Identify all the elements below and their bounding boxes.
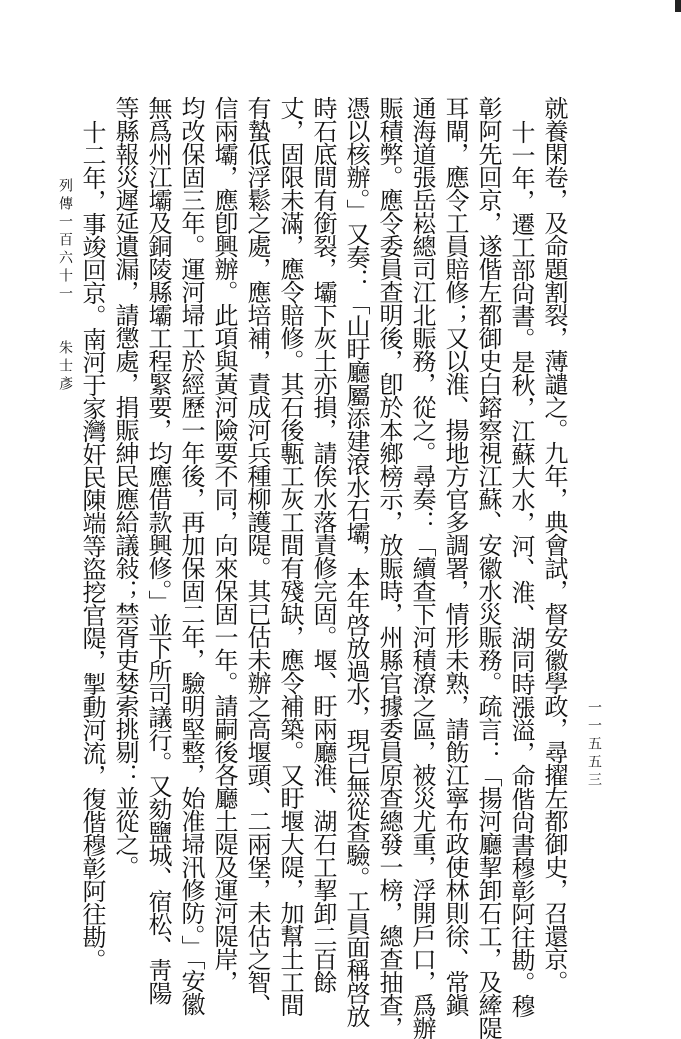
text-column: 時石底間有銜裂，壩下灰土亦損，請俟水落責修完固。堰、盱兩廳淮、湖石工挈卸二百餘: [309, 96, 337, 993]
biography-name: 朱士彥: [57, 340, 73, 394]
text-column: 信兩壩，應卽興辦。此項與黃河險要不同，向來保固一年。請嗣後各廳土隄及運河隄岸，: [210, 96, 238, 993]
page-number: 一一五五三: [586, 700, 602, 790]
text-column: 憑以核辦。」又奏：「山盱廳屬添建滾水石壩，本年啓放過水，現已無從查驗。工員面稱啓放: [342, 96, 370, 1027]
text-column: 就養閑卷，及命題割裂，薄譴之。九年，典會試，督安徽學政，尋擢左都御史，召還京。: [540, 96, 568, 993]
text-column: 丈，固限未滿，應令賠修。其石後甎工灰工間有殘缺，應令補築。又盱堰大隄，加幫土工間: [276, 96, 304, 1016]
text-column: 均改保固三年。運河埽工於經歷一年後，再加保固二年，驗明堅整，始准埽汛修防。」「安徽: [177, 96, 205, 1015]
text-column: 無爲州江壩及銅陵縣壩工程緊要，均應借款興修。」並下所司議行。又劾鹽城、宿松、靑陽: [144, 96, 172, 1004]
text-column: 十一年，遷工部尙書。是秋，江蘇大水，河、淮、湖同時漲溢，命偕尙書穆彰阿往勘。穆: [507, 120, 535, 1017]
text-column: 通海道張岳崧總司江北賑務，從之。尋奏：「續查下河積潦之區，被災尤重，浮開戶口，爲辦: [408, 96, 436, 1039]
text-column: 賑積弊。應令委員查明後，卽於本鄉榜示，放賑時，州縣官據委員原查總發一榜，總查抽查，: [375, 96, 403, 1039]
text-column: 有蟄低浮鬆之處，應培補，責成河兵種柳護隄。其已估未辦之高堰頭、二兩堡，未估之智、: [243, 96, 271, 1016]
text-column: 彰阿先回京，遂偕左都御史白鎔察視江蘇、安徽水災賑務。疏言：「揚河廳挈卸石工，及縴隄: [474, 96, 502, 1039]
scan-edge-mark: [675, 0, 681, 12]
text-column: 等縣報災遲延遺漏，請懲處，捐賑紳民應給議敍；禁胥吏婪索挑剔：並從之。: [111, 96, 139, 878]
juan-title: 列傳一百六十一: [57, 178, 73, 304]
text-column: 耳閘，應令工員賠修；又以淮、揚地方官多調署，情形未熟，請飭江寧布政使林則徐、常鎭: [441, 96, 469, 1016]
text-column: 十二年，事竣回京。南河于家灣奸民陳端等盜挖官隄，掣動河流，復偕穆彰阿往勘。: [78, 120, 106, 971]
